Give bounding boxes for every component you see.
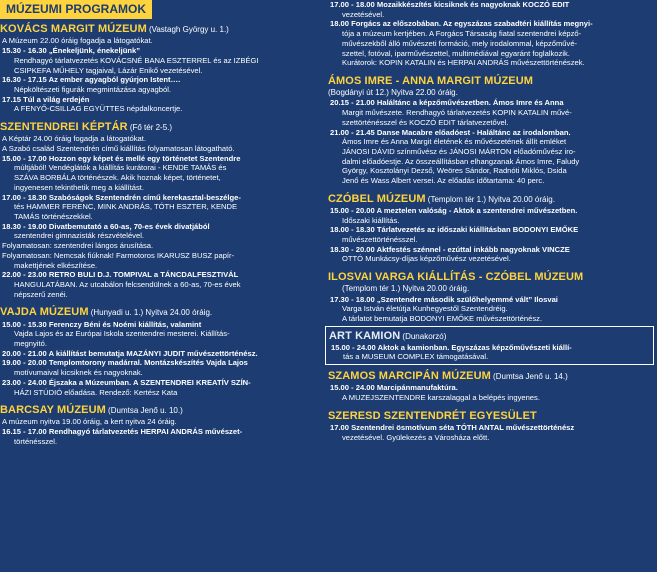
text-line: A tárlatot bemutatja BODONYI EMŐKE művészettörténész. (342, 313, 543, 323)
text-line: 17.15 Túl a világ erdején (2, 94, 90, 104)
text-line: tás a MUSEUM COMPLEX támogatásával. (343, 352, 489, 362)
text-line: Ámos Imre és Anna Margit életének és művészetének állít emléket (342, 137, 567, 147)
text-line: Időszaki kiállítás. (342, 215, 400, 225)
venue-address: (Dunakorzó) (402, 331, 447, 341)
venue-szeresd (328, 409, 654, 443)
venue-title: SZERESD SZENTENDRÉT EGYESÜLET (328, 409, 537, 422)
text-line: 15.30 - 16.30 „Énekeljünk, énekeljünk” (2, 46, 141, 56)
text-line: tés HAMMER FERENC, MINK ANDRÁS, TÓTH ESZTER, KENDE (14, 202, 238, 212)
text-line: szentendrei gimnazisták részvételével. (14, 231, 144, 241)
text-line: Varga István életútja Kunhegyestől Szentendréig. (342, 304, 508, 314)
text-line: történésszel. (14, 436, 58, 446)
text-line: Rendhagyó tárlatvezetés KOVÁCSNÉ BANA ESZTERREL és az IZBÉGI (14, 55, 259, 65)
venue-address: (Templom tér 1.) Nyitva 20.00 óráig. (427, 194, 555, 204)
text-line: 21.00 - 21.45 Danse Macabre előadóest - Haláltánc az irodalomban. (330, 127, 571, 137)
text-line: CSIPKEFA MŰHELY tagjaival, Lázár Enikő vezetésével. (14, 65, 203, 75)
venue-address: (Templom tér 1.) Nyitva 20.00 óráig. (342, 284, 470, 294)
text-line: Vajda Lajos és az Európai Iskola szentendrei mesterei. Kiállítás- (14, 329, 230, 339)
text-line: 20.15 - 21.00 Haláltánc a képzőművészetben. Ámos Imre és Anna (330, 98, 564, 108)
text-line: JÁNOSI DÁVID színművész és JÁNOSI MÁRTON előadóművész iro- (342, 146, 576, 156)
venue-artkamion (325, 326, 654, 366)
text-line: vezetésével. Gyülekezés a Városháza előtt. (342, 432, 490, 442)
text-line: György, Kosztolányi Dezső, Weöres Sándor, Radnóti Miklós, Dsida (342, 166, 567, 176)
text-line: TAMÁS történészekkel. (14, 212, 93, 222)
text-line: tója a múzeum kertjében. A Forgács Társaság fiatal szentendrei képző- (342, 29, 582, 39)
text-line: A FENYŐ-CSILLAG EGYÜTTES népdalkoncertje. (14, 104, 183, 114)
text-line: Jenő és Wass Albert versei. Az előadás időtartama: 40 perc. (342, 176, 545, 186)
text-line: 17.00 - 18.30 Szabóságok Szentendrén című kerekasztal-beszélge- (2, 192, 241, 202)
text-line: 15.00 - 24.00 Marcipánmanufaktúra. (330, 383, 458, 393)
text-line: megnyitó. (14, 339, 47, 348)
text-line: ingyenesen tekinthetik meg a kiállítást. (14, 182, 145, 192)
text-line: A MUZEJSZENTENDRE karszalaggal a belépés ingyenes. (342, 392, 540, 402)
text-line: 15.00 - 15.30 Ferenczy Béni és Noémi kiállítás, valamint (2, 319, 202, 329)
venue-address: (Bogdányi út 12.) Nyitva 22.00 óráig. (328, 88, 458, 98)
text-line: HÁZI STÚDIÓ előadása. Rendező: Kertész Kata (14, 387, 178, 397)
text-line: művészettörténésszel. (342, 235, 418, 245)
text-line: SZÁVA BORBÁLA történészek. Akik hoznak képet, történetet, (14, 173, 221, 183)
venue-barcsay-continued (328, 0, 654, 68)
text-line: makettjének elkészítése. (14, 260, 98, 270)
text-line: 17.30 - 18.00 „Szentendre második szülőhelyemmé vált” Ilosvai (330, 294, 558, 304)
text-line: A múzeum nyitva 19.00 óráig, a kert nyitva 24 óráig. (2, 417, 177, 427)
text-line: A Képtár 24.00 óráig fogadja a látogatókat. (2, 134, 146, 144)
text-line: 18.00 - 18.30 Tárlatvezetés az időszaki kiállításban BODONYI EMŐKE (330, 225, 579, 235)
text-line: szettörténésszel és KOCZÓ EDIT tárlatvezetővel. (342, 117, 509, 127)
venue-czobel (328, 192, 654, 264)
venue-ilosvai (328, 270, 654, 323)
venue-address: (Dumtsa Jenő u. 10.) (108, 406, 183, 416)
text-line: motívumaival kicsiknek és nagyoknak. (14, 368, 143, 378)
text-line: A Szabó család Szentendrén című kiállítás folyamatosan látogatható. (2, 143, 235, 153)
venue-vajda (0, 305, 316, 397)
text-line: 22.00 - 23.00 RETRO BULI D.J. TOMPIVAL a TÁNCDALFESZTIVÁL (2, 270, 239, 280)
venue-address: (Vastagh György u. 1.) (148, 25, 229, 35)
text-line: 15.00 - 20.00 A meztelen valóság - Aktok a szentendrei művészetben. (330, 205, 578, 215)
venue-title: CZÓBEL MÚZEUM (328, 192, 426, 205)
text-line: dalmi előadóestje. Az összeállításban elhangzanak Ámos Imre, Faludy (342, 156, 580, 166)
venue-barcsay (0, 403, 316, 446)
venue-address: (Fő tér 2-5.) (129, 123, 173, 133)
venue-title: ART KAMION (329, 329, 401, 342)
text-line: vezetésével. (342, 9, 385, 19)
text-line: szettel, fotóval, iparművészettel, multimédiával egyaránt foglalkozik. (342, 48, 570, 58)
text-line: HANGULATÁBAN. Az utcabálon felcsendülnek a 60-as, 70-es évek (14, 280, 241, 290)
text-line: 18.30 - 20.00 Aktfestés szénnel - ezúttal inkább nagyoknak VINCZE (330, 244, 570, 254)
venue-amos (328, 74, 654, 186)
text-line: OTTÓ Munkácsy-díjas képzőművész vezetésével. (342, 254, 511, 264)
header-title: MÚZEUMI PROGRAMOK (0, 0, 152, 19)
left-column (0, 0, 316, 449)
venue-title: BARCSAY MÚZEUM (0, 404, 106, 417)
text-line: 17.00 Szentendrei ösmotívum séta TÓTH ANTAL művészettörténész (330, 422, 575, 432)
venue-marcipan (328, 369, 654, 403)
text-line: 17.00 - 18.00 Mozaikkészítés kicsiknek és nagyoknak KOCZÓ EDIT (330, 0, 570, 9)
text-line: A Múzeum 22.00 óráig fogadja a látogatókat. (2, 36, 153, 46)
text-line: Margit művészete. Rendhagyó tárlatvezetés KOPIN KATALIN művé- (342, 108, 572, 118)
text-line: 23.00 - 24.00 Éjszaka a Múzeumban. A SZENTENDREI KREATÍV SZÍN- (2, 377, 251, 387)
text-line: 20.00 - 21.00 A kiállítást bemutatja MAZÁNYI JUDIT művészettörténész. (2, 348, 258, 358)
venue-title: KOVÁCS MARGIT MÚZEUM (0, 23, 147, 36)
text-line: Népköltészeti figurák megmintázása agyagból. (14, 85, 172, 95)
text-line: 16.30 - 17.15 Az ember agyagból gyúrjon Istent…. (2, 75, 181, 85)
venue-title: SZENTENDREI KÉPTÁR (0, 121, 128, 134)
text-line: múltjából! Vendéglátók a kiállítás kurátorai - KENDE TAMÁS és (14, 163, 227, 173)
venue-title: ILOSVAI VARGA KIÁLLÍTÁS - CZÓBEL MÚZEUM (328, 271, 584, 284)
right-column (328, 0, 654, 444)
venue-address: (Hunyadi u. 1.) Nyitva 24.00 óráig. (90, 308, 213, 318)
venue-title: ÁMOS IMRE - ANNA MARGIT MÚZEUM (328, 75, 534, 88)
text-line: 15.00 - 17.00 Hozzon egy képet és mellé egy történetet Szentendre (2, 153, 241, 163)
text-line: művészekből álló művészeti formáció, mely irodalommal, képzőművé- (342, 38, 578, 48)
venue-kovacs (0, 22, 316, 114)
text-line: népszerű zenéi. (14, 289, 68, 299)
text-line: Folyamatosan: Nemcsak fiúknak! Farmotoros IKARUSZ BUSZ papír- (2, 250, 235, 260)
venue-address: (Dumtsa Jenő u. 14.) (493, 372, 568, 382)
text-line: 18.00 Forgács az előszobában. Az egyszázas szabadtéri kiállítás megnyi- (330, 19, 593, 29)
text-line: 19.00 - 20.00 Templomtorony madárral. Montázskészítés Vajda Lajos (2, 358, 248, 368)
text-line: Folyamatosan: szentendrei lángos árusítása. (2, 241, 154, 251)
text-line: Kurátorok: KOPIN KATALIN és HERPAI ANDRÁS művészettörténészek. (342, 58, 585, 68)
venue-title: VAJDA MÚZEUM (0, 306, 89, 319)
venue-title: SZAMOS MARCIPÁN MÚZEUM (328, 370, 491, 383)
text-line: 18.30 - 19.00 Divatbemutató a 60-as, 70-es évek divatjából (2, 221, 210, 231)
text-line: 15.00 - 24.00 Aktok a kamionban. Egyszázas képzőművészeti kiállí- (331, 342, 572, 352)
venue-keptar (0, 120, 316, 299)
text-line: 16.15 - 17.00 Rendhagyó tárlatvezetés HERPAI ANDRÁS művészet- (2, 427, 243, 437)
